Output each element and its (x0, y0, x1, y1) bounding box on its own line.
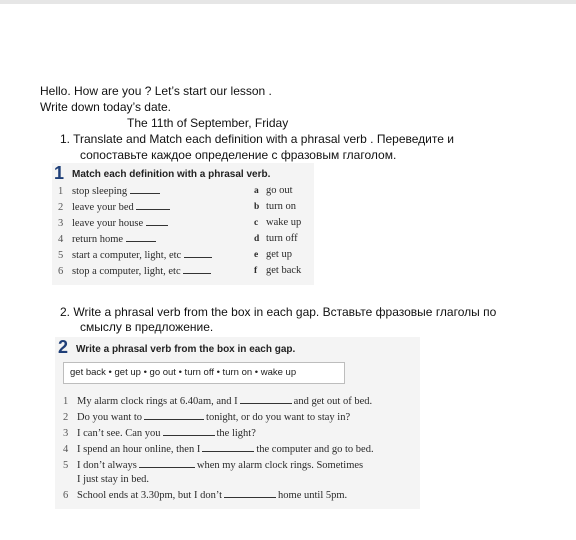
sentence-start: I just stay in bed. (77, 474, 150, 485)
exercise2-image (55, 337, 420, 509)
phrasal-verb-box: get back • get up • go out • turn off • turn on • wake up (63, 362, 345, 384)
option-row (254, 217, 301, 228)
sentence-start: I can’t see. Can you (77, 428, 161, 439)
sentence-end: the light? (216, 428, 256, 439)
answer-blank[interactable] (126, 233, 156, 242)
sentence-end: and get out of bed. (293, 396, 373, 407)
sentence-number: 5 (63, 460, 69, 471)
option-text: get back (266, 265, 302, 276)
top-bar (0, 0, 576, 4)
definition-text: return home (72, 234, 124, 245)
task1-line1: 1. Translate and Match each definition with a phrasal verb . Переведите и (60, 132, 454, 146)
definition-row (58, 265, 211, 277)
gap-blank[interactable] (139, 459, 195, 468)
answer-blank[interactable] (130, 185, 160, 194)
gap-blank[interactable] (202, 443, 254, 452)
option-letter: f (254, 266, 258, 276)
definition-number: 5 (58, 250, 64, 261)
definition-row (58, 185, 160, 197)
answer-blank[interactable] (146, 217, 168, 226)
definition-number: 2 (58, 202, 64, 213)
option-row (254, 249, 292, 260)
sentence-row (63, 459, 363, 471)
sentence-start: Do you want to (77, 412, 143, 423)
definition-row (58, 233, 156, 245)
exercise2-number: 2 (58, 337, 69, 357)
sentence-start: School ends at 3.30pm, but I don’t (77, 490, 223, 501)
definition-number: 6 (58, 266, 64, 277)
option-letter: c (254, 218, 259, 228)
gap-blank[interactable] (144, 411, 204, 420)
exercise1-image (52, 163, 314, 285)
option-text: go out (266, 185, 293, 196)
sentence-end: home until 5pm. (278, 490, 348, 501)
sentence-end: the computer and go to bed. (256, 444, 374, 455)
definition-row (58, 217, 168, 229)
exercise1-title: Match each definition with a phrasal verb. (72, 169, 271, 180)
definition-text: leave your house (72, 218, 144, 229)
sentence-row (63, 489, 347, 501)
sentence-number: 6 (63, 490, 69, 501)
definition-number: 3 (58, 218, 64, 229)
option-row (254, 185, 293, 196)
definition-number: 1 (58, 186, 64, 197)
sentence-row (63, 474, 149, 485)
exercise2-title: Write a phrasal verb from the box in each gap. (76, 344, 296, 355)
sentence-start: I don’t always (77, 460, 137, 471)
sentence-end: when my alarm clock rings. Sometimes (196, 460, 364, 471)
sentence-row (63, 443, 374, 455)
option-row (254, 265, 301, 276)
gap-blank[interactable] (163, 427, 215, 436)
sentence-row (63, 395, 372, 407)
definition-row (58, 201, 170, 213)
option-letter: e (254, 250, 259, 260)
sentence-end: tonight, or do you want to stay in? (206, 412, 351, 423)
option-text: turn off (266, 233, 298, 244)
answer-blank[interactable] (184, 249, 212, 258)
sentence-start: I spend an hour online, then I (77, 444, 201, 455)
sentence-number: 1 (63, 396, 69, 407)
definition-row (58, 249, 212, 261)
gap-blank[interactable] (240, 395, 292, 404)
option-text: turn on (266, 201, 297, 212)
answer-blank[interactable] (183, 265, 211, 274)
option-row (254, 201, 296, 212)
date-text: The 11th of September, Friday (127, 116, 289, 130)
option-text: wake up (266, 217, 302, 228)
task1-line2: сопоставьте каждое определение с фразовым глаголом. (80, 148, 397, 162)
sentence-number: 2 (63, 412, 69, 423)
definition-number: 4 (58, 234, 64, 245)
exercise1-number: 1 (54, 163, 65, 183)
definition-text: start a computer, light, etc (72, 250, 182, 261)
option-letter: b (254, 202, 260, 212)
answer-blank[interactable] (136, 201, 170, 210)
instruction-text: Write down today’s date. (40, 100, 171, 114)
option-letter: a (254, 186, 259, 196)
sentence-number: 4 (63, 444, 69, 455)
greeting-text: Hello. How are you ? Let’s start our lesson . (40, 84, 272, 98)
definition-text: stop a computer, light, etc (72, 266, 181, 277)
option-text: get up (266, 249, 292, 260)
sentence-number: 3 (63, 428, 69, 439)
option-letter: d (254, 234, 260, 244)
sentence-start: My alarm clock rings at 6.40am, and I (77, 396, 238, 407)
sentence-row (63, 411, 350, 423)
option-row (254, 233, 298, 244)
gap-blank[interactable] (224, 489, 276, 498)
definition-text: stop sleeping (72, 186, 128, 197)
sentence-row (63, 427, 256, 439)
task2-line2: смыслу в предложение. (80, 320, 214, 334)
definition-text: leave your bed (72, 202, 134, 213)
task2-line1: 2. Write a phrasal verb from the box in each gap. Вставьте фразовые глаголы по (60, 305, 497, 319)
